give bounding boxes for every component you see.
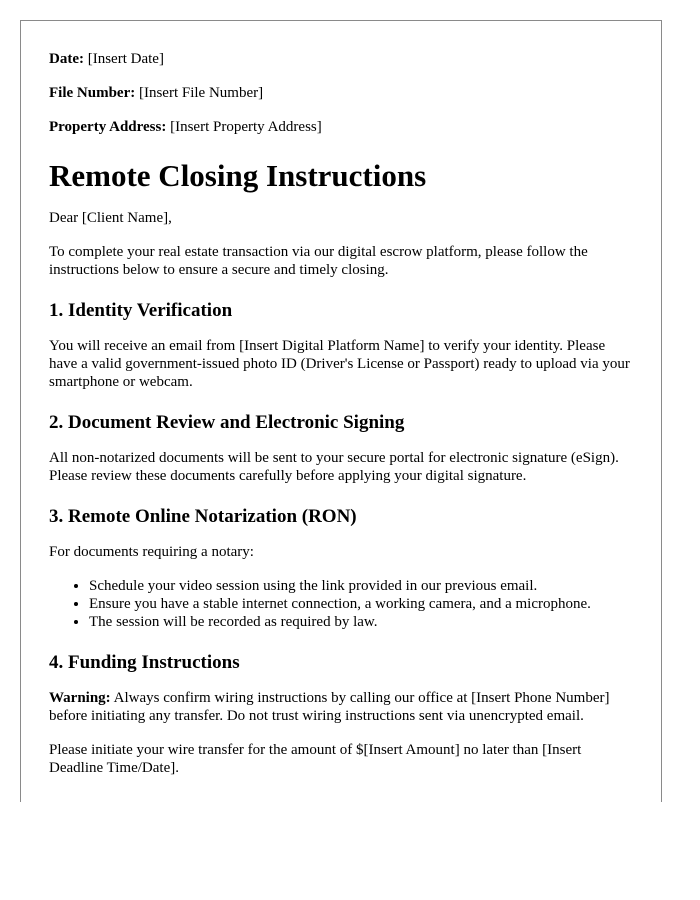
letter-content [21,21,661,777]
letter-document [20,20,662,802]
funding-warning [49,689,633,725]
date-line [49,49,633,69]
intro-paragraph: To complete your real estate transaction via our digital escrow platform, please follow the instructions below to ensure a secure and timely closing. [49,244,588,278]
section-heading-ron: 3. Remote Online Notarization (RON) [49,506,357,527]
ron-bullet-list [49,577,633,631]
file-number-label: File Number: [49,85,136,101]
warning-label: Warning: [49,690,111,706]
list-item: • The session will be recorded as required by law. [89,613,633,631]
section-heading-funding: 4. Funding Instructions [49,652,240,673]
date-value: [Insert Date] [87,51,164,67]
property-address-line [49,117,633,137]
greeting: Dear [Client Name], [49,210,172,226]
file-number-value: [Insert File Number] [138,85,264,101]
list-item: • Schedule your video session using the link provided in our previous email. [89,577,633,595]
section-body-esign: All non-notarized documents will be sent to your secure portal for electronic signature (eSign). Please review these documents carefully before applying your digital signature. [49,450,619,484]
section-heading-identity: 1. Identity Verification [49,300,233,321]
property-address-label: Property Address: [49,119,167,135]
section-body-funding: Please initiate your wire transfer for the amount of $[Insert Amount] no later than [Insert Deadline Time/Date]. [49,742,582,776]
page-title: Remote Closing Instructions [49,158,427,193]
list-item: • Ensure you have a stable internet connection, a working camera, and a microphone. [89,595,633,613]
section-heading-esign: 2. Document Review and Electronic Signing [49,412,405,433]
property-address-value: [Insert Property Address] [170,119,322,135]
date-label: Date: [49,51,84,67]
warning-text: Always confirm wiring instructions by calling our office at [Insert Phone Number] before initiating any transfer. Do not trust wiring instructions sent via unencrypted email. [49,690,610,724]
section-body-ron: For documents requiring a notary: [49,544,254,560]
file-number-line [49,83,633,103]
section-body-identity: You will receive an email from [Insert Digital Platform Name] to verify your identity. Please have a valid government-issued photo ID (Driver's License or Passport) ready to upload via your smartphone or webcam. [49,338,630,390]
